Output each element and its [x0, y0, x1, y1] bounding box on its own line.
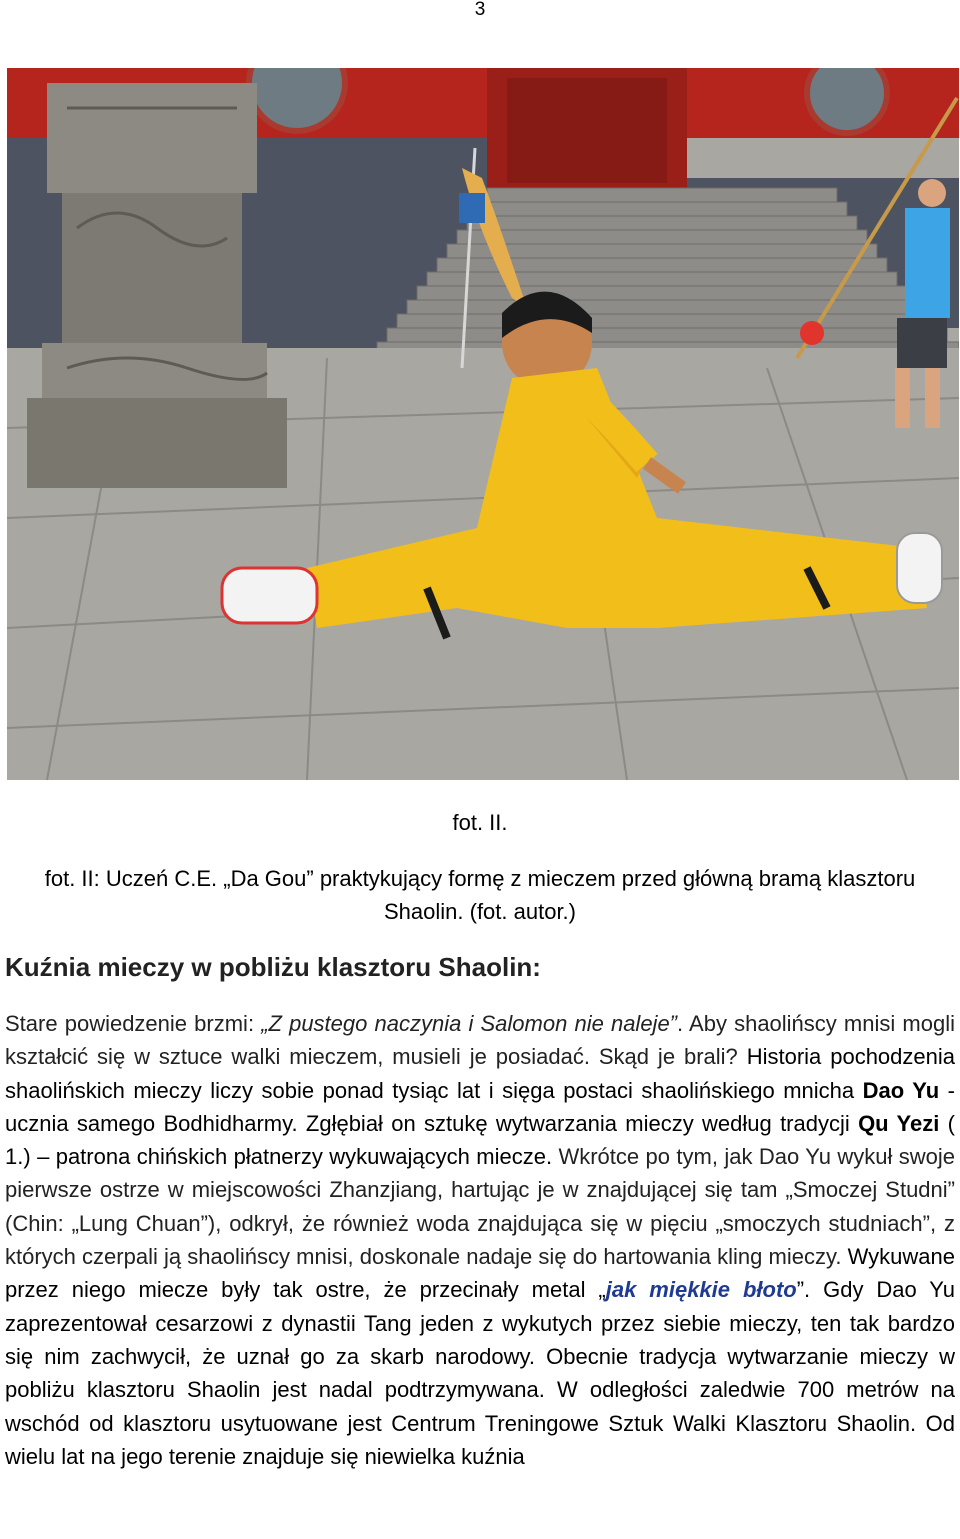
text-run: ( 1.) – patrona chińskich płatnerzy wykuwających miecze.	[5, 1110, 955, 1170]
text-run: Historia pochodzenia shaolińskich mieczy liczy sobie ponad tysiąc lat i sięga postaci shaolińskiego mnicha	[5, 1044, 955, 1103]
text-run: Wkrótce po tym, jak Dao Yu wykuł swoje pierwsze ostrze w miejscowości Zhanzjiang, hartując je w znajdującej się tam „Smoczej Studni” (Chin: „Lung Chuan”), odkrył, że również woda znajdująca się w pięciu „smoczych studniach”, z których czerpali ją shaolińscy mnisi, doskonale nadaje się do hartowania kling mieczy.	[5, 1144, 955, 1270]
text-run: ”. Gdy Dao Yu zaprezentował cesarzowi z dynastii Tang jeden z wykutych przez siebie mieczy, ten tak bardzo się nim zachwycił, że uznał go za skarb narodowy. Obecnie tradycja wytwarzanie mieczy w pobliżu klasztoru Shaolin jest nadal podtrzymywana. W odległości zaledwie 700 metrów na wschód od klasztoru usytuowane jest Centrum Treningowe Sztuk Walki Klasztoru Shaolin. Od wielu lat na jego terenie znajduje się niewielka kuźnia	[5, 1277, 956, 1469]
text-run-emphasis: jak miękkie błoto	[605, 1277, 797, 1303]
body-paragraph	[5, 1007, 955, 1473]
photo-shaolin-student-icon	[7, 68, 959, 780]
text-run: . Aby shaolińscy mnisi mogli kształcić się w sztuce walki mieczem, musieli je posiadać. Skąd je brali?	[5, 1011, 955, 1070]
text-run: Stare powiedzenie brzmi:	[5, 1011, 262, 1036]
figure-label: fot. II.	[452, 810, 508, 835]
text-run-bold: Qu Yezi	[858, 1110, 940, 1136]
figure-caption: fot. II: Uczeń C.E. „Da Gou” praktykujący formę z mieczem przed główną bramą klasztoru Shaolin. (fot. autor.)	[44, 866, 916, 924]
text-run: - ucznia samego Bodhidharmy. Zgłębiał on sztukę wytwarzania mieczy według tradycji	[5, 1077, 955, 1136]
page-number: 3	[474, 0, 486, 20]
section-heading: Kuźnia mieczy w pobliżu klasztoru Shaolin:	[5, 952, 541, 982]
text-run-bold: Dao Yu	[862, 1077, 940, 1103]
text-run-italic: „Z pustego naczynia i Salomon nie naleje”	[261, 1011, 677, 1036]
text-run: Wykuwane przez niego miecze były tak ostre, że przecinały metal „	[5, 1244, 955, 1303]
